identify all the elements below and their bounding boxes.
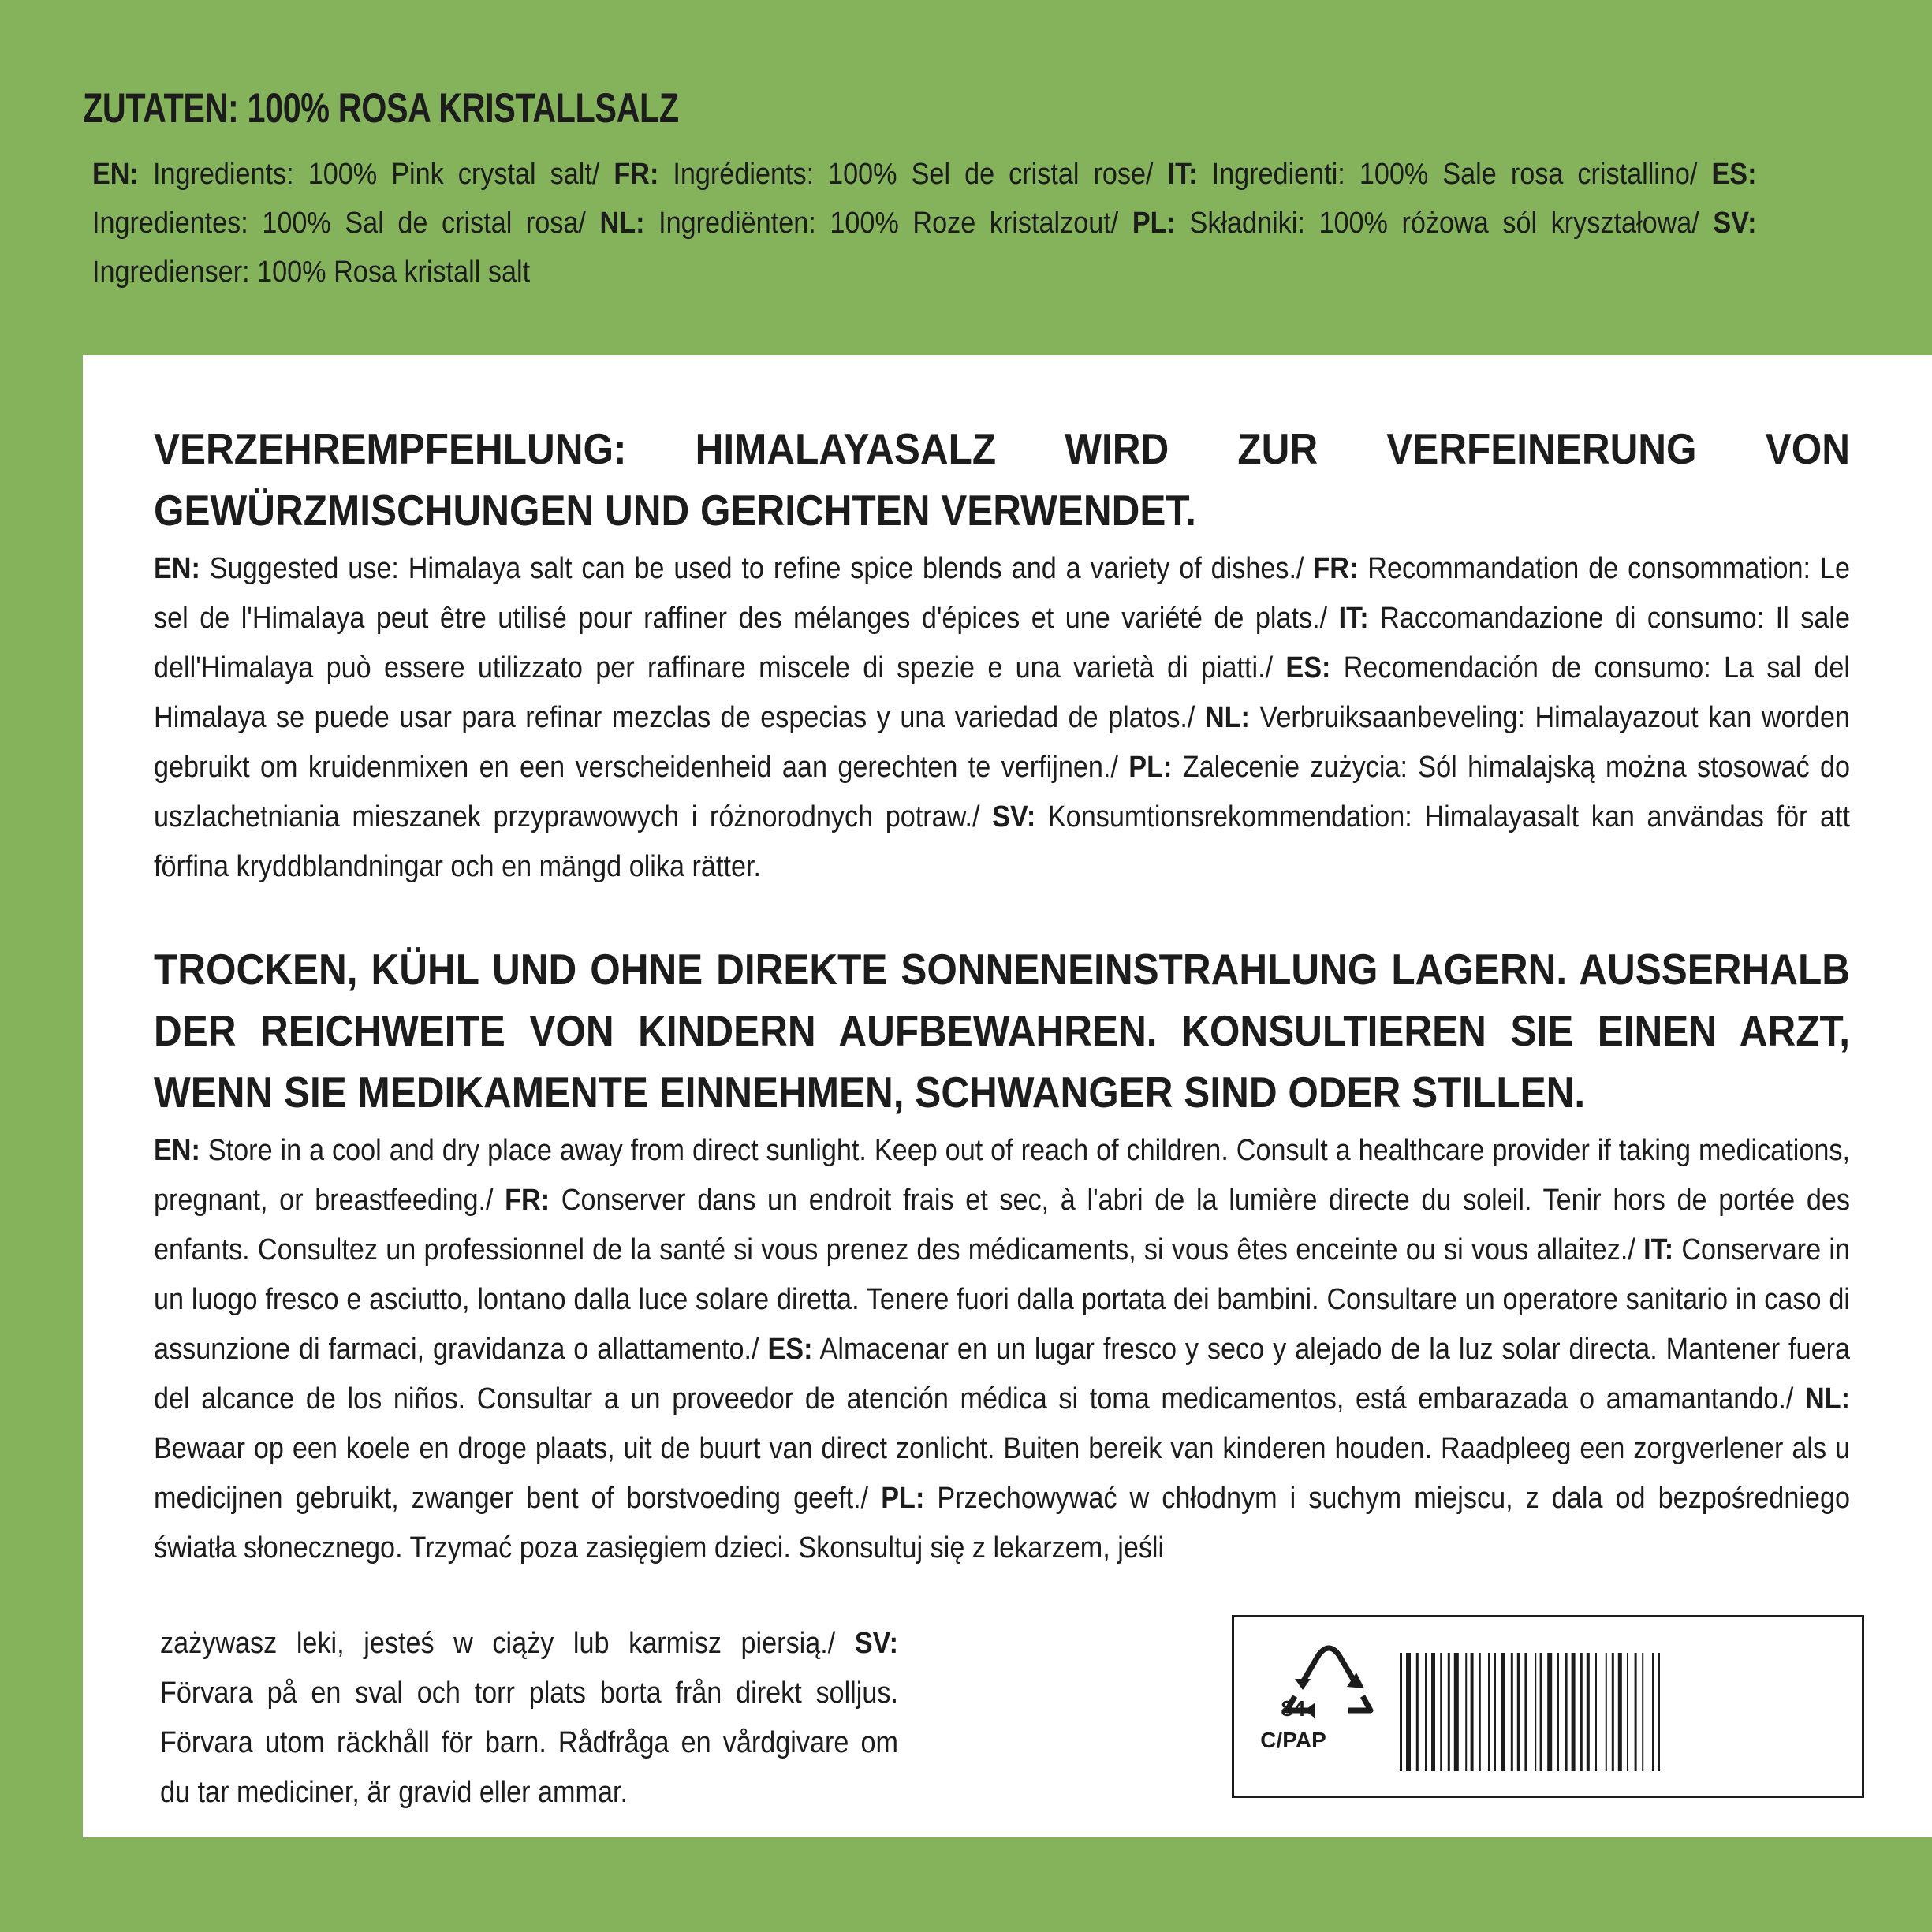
ingredients-fr: Ingrédients: 100% Sel de cristal rose/: [658, 158, 1168, 191]
usage-nl: Verbruiksaanbeveling: Himalayazout kan worden gebruikt om kruidenmixen en een verscheidenheid aan gerechten te verfijnen./: [154, 701, 1850, 784]
lang-code-it: IT:: [1643, 1233, 1674, 1266]
barcode-bar: [1400, 1653, 1402, 1771]
barcode-bar: [1517, 1653, 1520, 1771]
usage-it: Raccomandazione di consumo: Il sale dell'Himalaya può essere utilizzato per raffinare miscele di spezie e una varietà di piatti./: [154, 602, 1850, 684]
lang-code-pl: PL:: [1128, 751, 1173, 784]
barcode-bar: [1627, 1653, 1628, 1771]
ingredients-translations: [92, 150, 1757, 297]
barcode-bar: [1454, 1653, 1459, 1771]
recycle-arrows: [1270, 1641, 1388, 1736]
storage-fr: Conserver dans un endroit frais et sec, à l'abri de la lumière directe du soleil. Tenir hors de portée des enfants. Consultez un professionnel de la santé si vous prenez des médicaments, si vous êtes enceinte ou si vous allaitez./: [154, 1184, 1850, 1266]
lang-code-pl: PL:: [1132, 207, 1176, 240]
storage-pl: Przechowywać w chłodnym i suchym miejscu, z dala od bezpośredniego światła słonecznego. Trzymać poza zasięgiem dzieci. Skonsultuj się z lekarzem, jeśli: [154, 1482, 1850, 1565]
barcode-bar: [1416, 1653, 1419, 1771]
barcode-icon: [1400, 1653, 1841, 1771]
ingredients-en: Ingredients: 100% Pink crystal salt/: [138, 158, 614, 191]
lang-code-nl: NL:: [1805, 1382, 1850, 1415]
lang-code-fr: FR:: [614, 158, 659, 191]
barcode-bar: [1547, 1653, 1552, 1771]
recycle-number: 84: [1281, 1696, 1306, 1721]
lang-code-en: EN:: [154, 552, 200, 585]
barcode-bar: [1431, 1653, 1435, 1771]
lang-code-sv: SV:: [854, 1627, 898, 1660]
barcode-bar: [1595, 1653, 1597, 1771]
ingredients-section: [83, 77, 1861, 297]
ingredients-it: Ingredienti: 100% Sale rosa cristallino/: [1197, 158, 1712, 191]
lang-code-es: ES:: [767, 1333, 813, 1366]
barcode-bar: [1580, 1653, 1583, 1771]
barcode-bar: [1572, 1653, 1576, 1771]
barcode-bar: [1606, 1653, 1607, 1771]
usage-section: [154, 418, 1850, 892]
lang-code-pl: PL:: [881, 1482, 925, 1515]
barcode-bar: [1618, 1653, 1622, 1771]
storage-pl-continued: zażywasz leki, jesteś w ciąży lub karmisz piersią./: [160, 1627, 855, 1660]
storage-it: Conservare in un luogo fresco e asciutto, lontano dalla luce solare diretta. Tenere fuori dalla portata dei bambini. Consultare un operatore sanitario in caso di assunzione di farmaci, gravidanza o allattamento./: [154, 1233, 1850, 1366]
usage-sv: Konsumtionsrekommendation: Himalayasalt kan användas för att förfina kryddblandningar och en mängd olika rätter.: [154, 800, 1850, 883]
barcode-bar: [1557, 1653, 1559, 1771]
barcode-bar: [1465, 1653, 1467, 1771]
barcode-bar: [1440, 1653, 1442, 1771]
lang-code-sv: SV:: [992, 800, 1036, 834]
barcode-bar: [1642, 1653, 1643, 1771]
packaging-info-box: [1232, 1615, 1864, 1798]
lang-code-it: IT:: [1338, 602, 1369, 635]
ingredients-pl: Składniki: 100% różowa sól kryształowa/: [1175, 207, 1714, 240]
ingredients-title: ZUTATEN: 100% ROSA KRISTALLSALZ: [83, 85, 679, 132]
barcode-bar: [1635, 1653, 1637, 1771]
barcode-bar: [1565, 1653, 1568, 1771]
storage-sv: Förvara på en sval och torr plats borta från direkt solljus. Förvara utom räckhåll för barn. Rådfråga en vårdgivare om du tar mediciner, är gravid eller ammar.: [160, 1677, 898, 1809]
barcode-bar: [1540, 1653, 1542, 1771]
recycle-material-code: C/PAP: [1260, 1728, 1326, 1752]
storage-es: Almacenar en un lugar fresco y seco y alejado de la luz solar directa. Mantener fuera del alcance de los niños. Consultar a un proveedor de atención médica si toma medicamentos, está embarazada o amamantando./: [154, 1333, 1850, 1415]
barcode-bar: [1479, 1653, 1481, 1771]
barcode-bar: [1511, 1653, 1513, 1771]
barcode-bar: [1524, 1653, 1527, 1771]
barcode-bar: [1471, 1653, 1474, 1771]
barcode-bar: [1488, 1653, 1490, 1771]
barcode-bar: [1535, 1653, 1536, 1771]
storage-translations: [154, 1126, 1850, 1573]
lang-code-es: ES:: [1285, 651, 1331, 684]
lang-code-fr: FR:: [1313, 552, 1359, 585]
barcode-bar: [1406, 1653, 1411, 1771]
lang-code-fr: FR:: [505, 1184, 550, 1217]
storage-en: Store in a cool and dry place away from direct sunlight. Keep out of reach of children. Consult a healthcare provider if taking medications, pregnant, or breastfeeding./: [154, 1134, 1851, 1217]
storage-translations-tail: [160, 1619, 898, 1818]
storage-section: [154, 938, 1850, 1573]
barcode-bar: [1658, 1653, 1660, 1771]
lang-code-en: EN:: [154, 1134, 200, 1167]
ingredients-nl: Ingrediënten: 100% Roze kristalzout/: [644, 207, 1132, 240]
usage-es: Recomendación de consumo: La sal del Himalaya se puede usar para refinar mezclas de especias y una variedad de platos./: [154, 651, 1850, 734]
lang-code-it: IT:: [1167, 158, 1198, 191]
barcode-bar: [1652, 1653, 1654, 1771]
usage-pl: Zalecenie zużycia: Sól himalajską można stosować do uszlachetniania mieszanek przyprawowych i różnorodnych potraw./: [154, 751, 1850, 834]
barcode-bar: [1587, 1653, 1590, 1771]
ingredients-es: Ingredientes: 100% Sal de cristal rosa/: [92, 207, 600, 240]
barcode-bar: [1612, 1653, 1614, 1771]
lang-code-en: EN:: [92, 158, 139, 191]
storage-heading: TROCKEN, KÜHL UND OHNE DIREKTE SONNENEINSTRAHLUNG LAGERN. AUSSERHALB DER REICHWEITE VON KINDERN AUFBEWAHREN. KONSULTIEREN SIE EINEN ARZT, WENN SIE MEDIKAMENTE EINNEHMEN, SCHWANGER SIND ODER STILLEN.: [154, 945, 1850, 1117]
ingredients-sv: Ingredienser: 100% Rosa kristall salt: [92, 255, 531, 289]
usage-fr: Recommandation de consommation: Le sel de l'Himalaya peut être utilisé pour raffiner des mélanges d'épices et une variété de plats./: [154, 552, 1850, 635]
barcode-bar: [1448, 1653, 1450, 1771]
lang-code-es: ES:: [1711, 158, 1757, 191]
usage-heading: VERZEHREMPFEHLUNG: HIMALAYASALZ WIRD ZUR VERFEINERUNG VON GEWÜRZMISCHUNGEN UND GERICHTEN VERWENDET.: [154, 424, 1850, 535]
barcode-bar: [1425, 1653, 1427, 1771]
barcode-bar: [1494, 1653, 1496, 1771]
storage-nl: Bewaar op een koele en droge plaats, uit de buurt van direct zonlicht. Buiten bereik van kinderen houden. Raadpleeg een zorgverlener als u medicijnen gebruikt, zwanger bent of borstvoeding geeft./: [154, 1432, 1850, 1515]
lang-code-nl: NL:: [1204, 701, 1250, 734]
usage-en: Suggested use: Himalaya salt can be used to refine spice blends and a variety of dishes./: [200, 552, 1314, 585]
lang-code-nl: NL:: [599, 207, 645, 240]
usage-translations: [154, 544, 1850, 892]
lang-code-sv: SV:: [1713, 207, 1757, 240]
barcode-bar: [1501, 1653, 1505, 1771]
